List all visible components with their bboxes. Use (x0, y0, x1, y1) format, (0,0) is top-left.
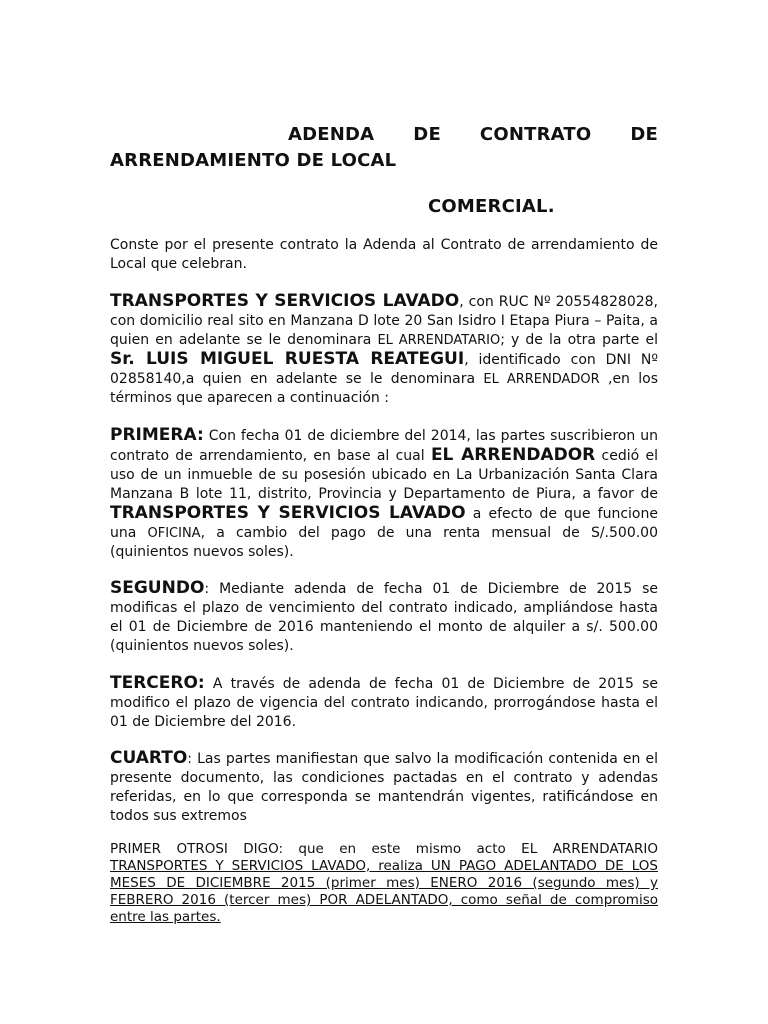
primera-text-1: Con fecha 01 de diciembre del 2014, las partes suscribieron un contrato de arrendamiento, en base al cual (110, 428, 658, 464)
segundo-text: : Mediante adenda de fecha 01 de Diciembre de 2015 se modificas el plazo de vencimiento del contrato indicado, ampliándose hasta el 01 de Diciembre de 2016 manteniendo el monto de alquiler a s/. 500.00 (quinientos nuevos soles). (110, 581, 658, 654)
parties-text-3: , identificado con DNI Nº 02858140,a quien en adelante se le denominara (110, 352, 658, 387)
otrosi-paragraph (110, 841, 658, 926)
parties-text-4: ,en los términos que aparecen a continuación : (110, 371, 659, 406)
primera-text-3: a efecto de que funcione una (110, 506, 658, 541)
primera-oficina: OFICINA (147, 526, 201, 541)
intro-paragraph: Conste por el presente contrato la Adenda al Contrato de arrendamiento de Local que celebran. (110, 237, 658, 272)
clause-segundo (110, 579, 658, 656)
clause-cuarto (110, 749, 658, 826)
clause-primera-label: PRIMERA: (110, 425, 204, 445)
clause-tercero (110, 674, 658, 732)
otrosi-underlined: TRANSPORTES Y SERVICIOS LAVADO, realiza UN PAGO ADELANTADO DE LOS MESES DE DICIEMBRE 2015 (primer mes) ENERO 2016 (segundo mes) y FEBRERO 2016 (tercer mes) POR ADELANTADO, como señal de compromiso entre las partes. (110, 858, 658, 925)
document-body (110, 122, 658, 926)
primera-arrendador: EL ARRENDADOR (430, 445, 596, 465)
primera-text-4: , a cambio del pago de una renta mensual de S/.500.00 (quinientos nuevos soles). (110, 525, 658, 560)
primera-text-2: cedió el uso de un inmueble de su posesión ubicado en La Urbanización Santa Clara Manzana B lote 11, distrito, Provincia y Departamento de Piura, a favor de (110, 448, 658, 502)
otrosi-lead: PRIMER OTROSI DIGO: que en este mismo acto EL ARRENDATARIO (110, 841, 658, 857)
title-line-2: ARRENDAMIENTO DE LOCAL (110, 150, 397, 171)
primera-company: TRANSPORTES Y SERVICIOS LAVADO (110, 503, 466, 523)
clause-tercero-label: TERCERO: (110, 673, 205, 693)
clause-segundo-label: SEGUNDO (110, 578, 205, 598)
title-line-1: ADENDA DE CONTRATO DE (288, 124, 658, 145)
clause-cuarto-label: CUARTO (110, 748, 188, 768)
parties-text-1: , con RUC Nº 20554828028, con domicilio real sito en Manzana D lote 20 San Isidro I Etapa Piura – Paita, a quien en adelante se le denominara (110, 294, 658, 348)
lessor-person-name: Sr. LUIS MIGUEL RUESTA REATEGUI (110, 349, 465, 369)
title-line-3: COMERCIAL. (428, 196, 555, 217)
arrendador-term: EL ARRENDADOR (483, 372, 600, 387)
tercero-text: A través de adenda de fecha 01 de Diciembre de 2015 se modifico el plazo de vigencia del contrato indicando, prorrogándose hasta el 01 de Diciembre del 2016. (110, 676, 658, 730)
cuarto-text: : Las partes manifiestan que salvo la modificación contenida en el presente documento, las condiciones pactadas en el contrato y adendas referidas, en lo que corresponda se mantendrán vigentes, ratificándose en todos sus extremos (110, 751, 658, 824)
parties-text-2: ; y de la otra parte el (500, 332, 659, 348)
parties-paragraph (110, 292, 658, 408)
lessee-company-name: TRANSPORTES Y SERVICIOS LAVADO (110, 291, 460, 311)
document-title (110, 122, 658, 220)
arrendatario-term: EL ARRENDATARIO (377, 333, 501, 348)
clause-primera (110, 426, 658, 562)
